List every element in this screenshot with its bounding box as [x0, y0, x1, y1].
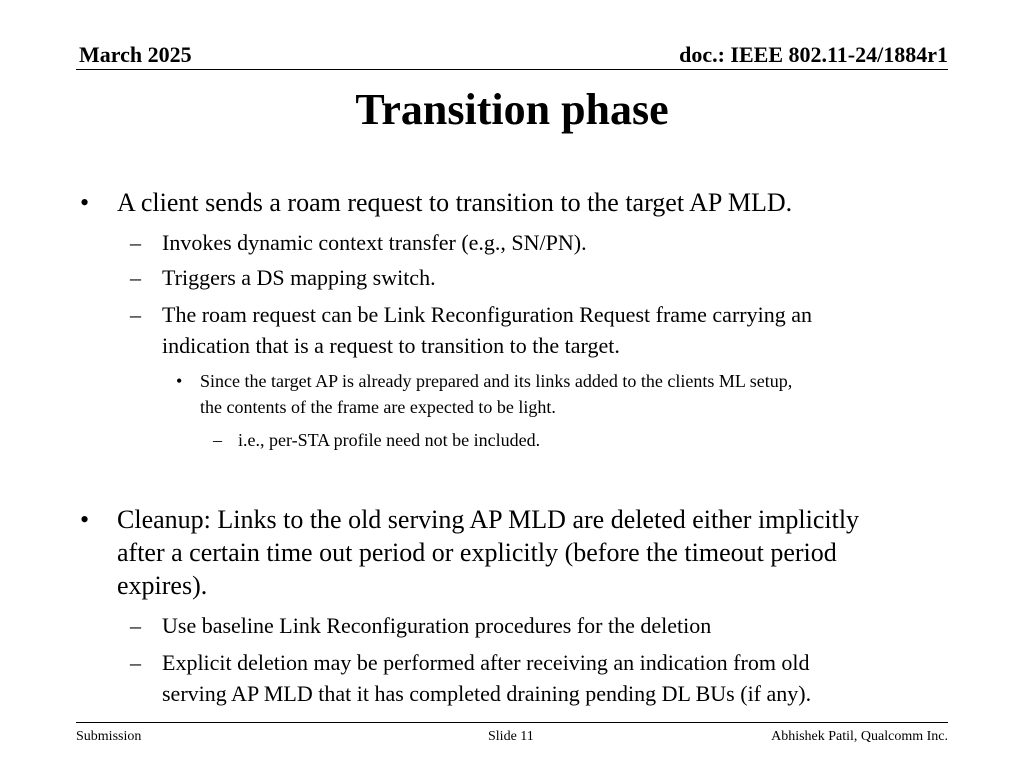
bullet-marker: • [176, 371, 183, 391]
bullet-1-sub-2: Triggers a DS mapping switch. [162, 265, 436, 290]
dash-marker: – [130, 302, 141, 327]
header-doc-id: doc.: IEEE 802.11-24/1884r1 [679, 42, 948, 67]
dash-marker: – [130, 265, 141, 290]
bullet-1-sub-3-sub-sub: i.e., per-STA profile need not be included. [238, 430, 541, 450]
bullet-1-sub-1: Invokes dynamic context transfer (e.g., SN/PN). [162, 230, 587, 255]
bullet-2-line-2: after a certain time out period or explicitly (before the timeout period [117, 538, 837, 567]
bullet-1-sub-3-line-1: The roam request can be Link Reconfiguration Request frame carrying an [162, 302, 812, 327]
dash-marker: – [213, 430, 222, 450]
bullet-2-sub-2-line-2: serving AP MLD that it has completed draining pending DL BUs (if any). [162, 681, 812, 706]
dash-marker: – [130, 613, 141, 638]
bullet-1-sub-3-sub-line-1: Since the target AP is already prepared and its links added to the clients ML setup, [200, 371, 793, 391]
bullet-1-sub-3-sub-line-2: the contents of the frame are expected to be light. [200, 397, 556, 417]
footer-rule [76, 722, 948, 723]
bullet-2-sub-1: Use baseline Link Reconfiguration procedures for the deletion [162, 613, 712, 638]
footer-slide-number: Slide 11 [488, 729, 534, 744]
bullet-1-sub-3-line-2: indication that is a request to transition to the target. [162, 333, 620, 358]
bullet-marker: • [80, 188, 90, 217]
footer-author: Abhishek Patil, Qualcomm Inc. [771, 729, 948, 744]
bullet-2-line-3: expires). [117, 571, 208, 600]
dash-marker: – [130, 230, 141, 255]
header-rule [76, 69, 948, 70]
footer-submission: Submission [76, 729, 142, 744]
bullet-2-line-1: Cleanup: Links to the old serving AP MLD are deleted either implicitly [117, 505, 860, 534]
bullet-2-sub-2-line-1: Explicit deletion may be performed after receiving an indication from old [162, 650, 810, 675]
bullet-1-text: A client sends a roam request to transition to the target AP MLD. [117, 188, 793, 217]
header-date: March 2025 [79, 42, 192, 67]
slide-title: Transition phase [355, 85, 669, 134]
bullet-marker: • [80, 505, 90, 534]
dash-marker: – [130, 650, 141, 675]
